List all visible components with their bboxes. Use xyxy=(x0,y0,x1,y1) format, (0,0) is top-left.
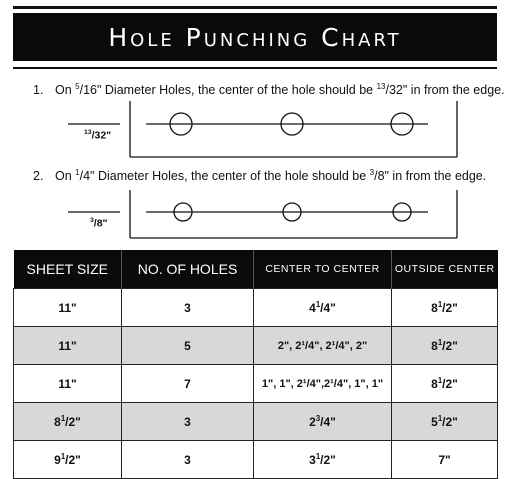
instruction-text: /8" in from the edge. xyxy=(374,169,487,184)
center-to-center-cell xyxy=(254,441,392,479)
instruction-text: /4" Diameter Holes, the center of the hole should be xyxy=(79,169,370,184)
fraction-numerator: 1 xyxy=(60,414,66,423)
cell-text: 3 xyxy=(309,453,316,467)
outside-center-cell xyxy=(392,403,498,441)
fraction-rest: /8" xyxy=(93,217,108,230)
cell-text: 8 xyxy=(431,377,438,391)
column-header-no-of-holes: NO. OF HOLES xyxy=(122,250,254,289)
center-to-center-cell xyxy=(254,403,392,441)
holes-cell: 7 xyxy=(122,365,254,403)
center-to-center-cell: 2", 2¹/4", 2¹/4", 2" xyxy=(254,327,392,365)
fraction-rest: /2" xyxy=(65,415,81,429)
table-row xyxy=(14,289,498,327)
outside-center-cell xyxy=(392,289,498,327)
fraction-numerator: 5 xyxy=(75,82,80,91)
page-title: Hole Punching Chart xyxy=(108,22,402,52)
sheet-size-cell xyxy=(14,441,122,479)
sheet-size-cell xyxy=(14,365,122,403)
outside-center-cell xyxy=(392,441,498,479)
fraction-rest: /2" xyxy=(65,453,81,467)
hole-punching-table xyxy=(13,250,498,479)
instruction-number: 2. xyxy=(33,169,44,184)
sheet-size-cell xyxy=(14,289,122,327)
cell-text: 7" xyxy=(438,452,451,467)
table-row xyxy=(14,327,498,365)
fraction-numerator: 1 xyxy=(60,452,66,461)
fraction-numerator: 1 xyxy=(437,300,443,309)
fraction-rest: /2" xyxy=(442,339,458,353)
fraction-rest: /32" xyxy=(91,129,112,142)
column-header-outside-center: OUTSIDE CENTER xyxy=(392,250,498,289)
cell-text: 9 xyxy=(54,453,61,467)
fraction-numerator: 1 xyxy=(315,452,321,461)
fraction-rest: /4" xyxy=(320,301,336,315)
center-to-center-cell: 1", 1", 2¹/4",2¹/4", 1", 1" xyxy=(254,365,392,403)
instruction-number: 1. xyxy=(33,83,44,98)
cell-text: 5 xyxy=(431,415,438,429)
fraction-numerator: 1 xyxy=(75,168,80,177)
instruction-text: /16" Diameter Holes, the center of the hole should be xyxy=(79,83,377,98)
fraction-numerator: 3 xyxy=(315,414,321,423)
fraction-numerator: 1 xyxy=(315,300,321,309)
fraction-rest: /2" xyxy=(442,415,458,429)
column-header-sheet-size: SHEET SIZE xyxy=(14,250,122,289)
fraction-rest: /2" xyxy=(442,377,458,391)
outside-center-cell xyxy=(392,327,498,365)
cell-text: 4 xyxy=(309,301,316,315)
cell-text: 11" xyxy=(58,376,77,391)
sheet-size-cell xyxy=(14,327,122,365)
cell-text: 11" xyxy=(58,300,77,315)
instruction-text: On xyxy=(55,169,76,184)
instruction-2 xyxy=(33,168,486,183)
sheet-size-cell xyxy=(14,403,122,441)
fraction-numerator: 3 xyxy=(90,217,94,224)
center-to-center-cell xyxy=(254,289,392,327)
holes-cell: 5 xyxy=(122,327,254,365)
fraction-rest: /2" xyxy=(442,301,458,315)
holes-cell: 3 xyxy=(122,403,254,441)
fraction-rest: /4" xyxy=(320,415,336,429)
table-row xyxy=(14,441,498,479)
fraction-numerator: 1 xyxy=(437,414,443,423)
cell-text: 8 xyxy=(431,339,438,353)
cell-text: 11" xyxy=(58,338,77,353)
table-header-row xyxy=(14,250,498,289)
dimension-label xyxy=(90,217,108,230)
fraction-numerator: 1 xyxy=(437,376,443,385)
fraction-numerator: 13 xyxy=(84,129,92,136)
cell-text: 8 xyxy=(54,415,61,429)
holes-cell: 3 xyxy=(122,289,254,327)
fraction-numerator: 1 xyxy=(437,338,443,347)
holes-cell: 3 xyxy=(122,441,254,479)
column-header-center-to-center: CENTER TO CENTER xyxy=(254,250,392,289)
table-row xyxy=(14,403,498,441)
dimension-label xyxy=(84,129,111,142)
table-row xyxy=(14,365,498,403)
fraction-rest: /2" xyxy=(320,453,336,467)
cell-text: 2 xyxy=(309,415,316,429)
cell-text: 8 xyxy=(431,301,438,315)
fraction-numerator: 3 xyxy=(369,168,375,177)
instruction-text: /32" in from the edge. xyxy=(385,83,505,98)
instruction-text: On xyxy=(55,83,76,98)
outside-center-cell xyxy=(392,365,498,403)
fraction-numerator: 13 xyxy=(376,82,386,91)
